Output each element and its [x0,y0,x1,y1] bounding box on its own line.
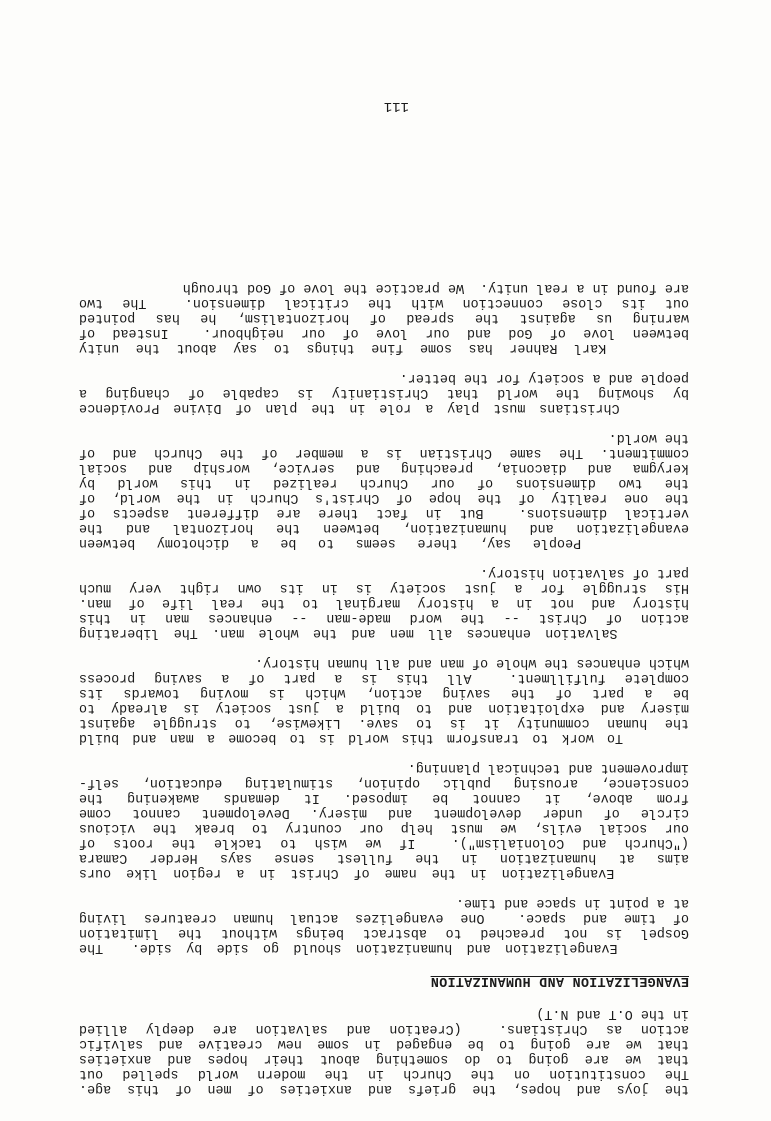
text-line: Karl Rahner has some fine things to say about the unity [79,340,689,355]
text-line: commitment. The same Christian is a member of the Church and of [79,445,689,460]
text-line: ("Church and Colonialism"). If we wish to tackle the roots of [79,835,689,850]
text-line: conscience, arousing public opinion, stimulating education, self- [79,775,689,790]
text-line: action as Christians. (Creation and salvation are deeply allied [79,1021,689,1036]
text-line: action of Christ -- the word made-man -- enhances man in this [79,610,689,625]
text-line: People say, there seems to be a dichotomy between [79,535,689,550]
text-line: part of salvation history. [480,565,689,580]
text-line: The constitution on the Church in the modern world spelled out [79,1066,689,1081]
page-number: 111 [383,98,409,114]
text-line: in the O.T and N.T) [536,1006,689,1021]
text-line: between love of God and our love of our neighbour. Instead of [79,325,689,340]
text-line: circle of under development and misery. Development cannot come [79,805,689,820]
text-line: Evangelization and humanization should go side by side. The [79,940,689,955]
text-line: vertical dimensions. But in fact there are different aspects of [79,505,689,520]
text-line: are found in a real unity. We practice the love of God through [182,280,689,295]
text-line: which enhances the whole of man and all human history. [255,655,689,670]
text-line: people and a society for the better. [399,370,689,385]
text-line: be a part of the saving action, which is moving towards its [79,685,689,700]
text-line: of time and space. One evangelizes actual human creatures living [79,910,689,925]
text-line: the two dimensions of our Church realized in this world by [79,475,689,490]
text-line: that we are going to do something about their hopes and anxieties [79,1051,689,1066]
text-line: improvement and technical planning. [407,760,689,775]
text-line: kerygma and diaconia, preaching and service, worship and social [79,460,689,475]
text-line: that we are going to be engaged in some new creative and salvific [79,1036,689,1051]
text-line: the joys and hopes, the griefs and anxieties of men of this age. [79,1081,689,1096]
text-line: Gospel is not preached to abstract beings without the limitation [79,925,689,940]
text-line: aims at humanization in the fullest sense says Herder Camara [79,850,689,865]
text-line: To work to transform this world is to become a man and build [79,730,689,745]
text-line: our social evils, we must help our country to break the vicious [79,820,689,835]
text-line: the human community it is to save. Likewise, to struggle against [79,715,689,730]
text-line: Evangelization in the name of Christ in a region like ours [79,865,689,880]
text-line: the world. [608,430,689,445]
section-heading: EVANGELIZATION AND HUMANIZATION [430,973,689,988]
text-line: at a point in space and time. [455,895,689,910]
text-line: evangelization and humanization, between the horizontal and the [79,520,689,535]
text-line: history and not in a history marginal to the real life of man. [79,595,689,610]
text-line: complete fulfillment. All this is a part of a saving process [79,670,689,685]
text-line: misery and exploitation and to build a just society is already to [79,700,689,715]
text-line: His struggle for a just society is in its own right very much [79,580,689,595]
text-line: out its close connection with the critical dimension. The two [79,295,689,310]
text-line: warning us against the spread of horizontalism, he has pointed [79,310,689,325]
text-line: by showing the world that Christianity is capable of changing a [79,385,689,400]
text-line: from above, it cannot be imposed. It demands awakening the [79,790,689,805]
text-line: the one reality of the hope of Christ's Church in the world, of [79,490,689,505]
text-line: Christians must play a role in the plan of Divine Providence [79,400,689,415]
text-line: Salvation enhances all men and the whole man. The liberating [79,625,689,640]
